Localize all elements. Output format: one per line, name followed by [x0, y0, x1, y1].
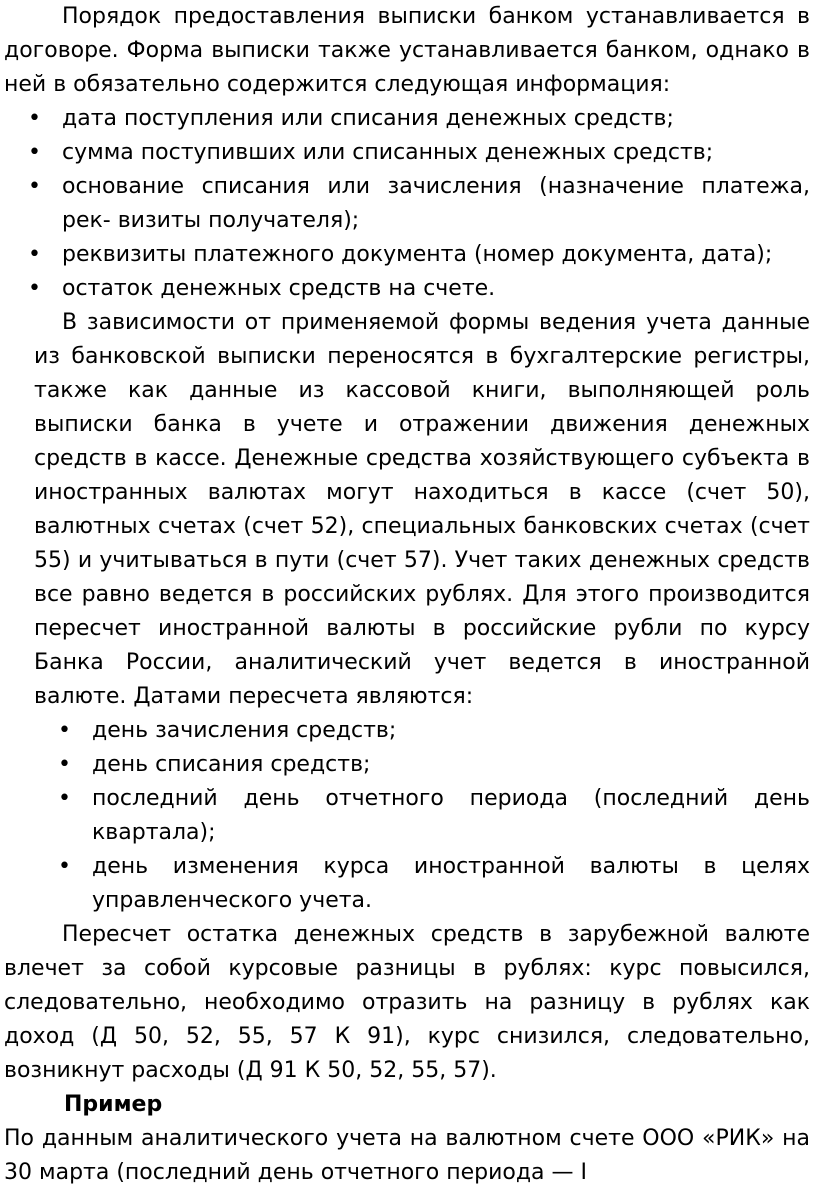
bullet-icon: • — [58, 854, 71, 879]
paragraph-example-text: По данным аналитического учета на валютном счете ООО «РИК» на 30 марта (последний день отчетного периода — I — [4, 1126, 810, 1185]
list-item: • сумма поступивших или списанных денежных средств; — [4, 136, 810, 170]
list-item: • день списания средств; — [4, 748, 810, 782]
paragraph-statement-order: Порядок предоставления выписки банком устанавливается в договоре. Форма выписки также устанавливается банком, однако в ней в обязательно содержится следующая информация: — [4, 4, 810, 97]
bullet-icon: • — [28, 140, 41, 165]
list-item: • основание списания или зачисления (назначение платежа, рек- визиты получателя); — [4, 170, 810, 238]
bullet-icon: • — [58, 718, 71, 743]
list-item: • день зачисления средств; — [4, 714, 810, 748]
recalculation-dates-list — [4, 714, 810, 918]
bullet-icon: • — [28, 242, 41, 267]
list-item: • день изменения курса иностранной валюты в целях управленческого учета. — [4, 850, 810, 918]
example-heading: Пример — [64, 1092, 163, 1117]
bullet-icon: • — [28, 174, 41, 199]
list-item: • реквизиты платежного документа (номер документа, дата); — [4, 238, 810, 272]
list-item: • дата поступления или списания денежных средств; — [4, 102, 810, 136]
bullet-icon: • — [28, 106, 41, 131]
bullet-icon: • — [58, 786, 71, 811]
paragraph-exchange-differences: Пересчет остатка денежных средств в зарубежной валюте влечет за собой курсовые разницы в рублях: курс повысился, следовательно, необходимо отразить на разницу в рублях как доход (Д 50, 52, 55, 57 К 91), курс снизился, следовательно, возникнут расходы (Д 91 К 50, 52, 55, 57). — [4, 922, 810, 1083]
list-item: • остаток денежных средств на счете. — [4, 272, 810, 306]
paragraph-foreign-currency: В зависимости от применяемой формы ведения учета данные из банковской выписки переносятся в бухгалтерские регистры, также как данные из кассовой книги, выполняющей роль выписки банка в учете и отражении движения денежных средств в кассе. Денежные средства хозяйствующего субъекта в иностранных валютах могут находиться в кассе (счет 50), валютных счетах (счет 52), специальных банковских счетах (счет 55) и учитываться в пути (счет 57). Учет таких денежных средств все равно ведется в российских рублях. Для этого производится пересчет иностранной валюты в российские рубли по курсу Банка России, аналитический учет ведется в иностранной валюте. Датами пересчета являются: — [34, 310, 810, 709]
list-item: • последний день отчетного периода (последний день квартала); — [4, 782, 810, 850]
bullet-icon: • — [28, 276, 41, 301]
bullet-icon: • — [58, 752, 71, 777]
statement-info-list — [4, 102, 810, 306]
